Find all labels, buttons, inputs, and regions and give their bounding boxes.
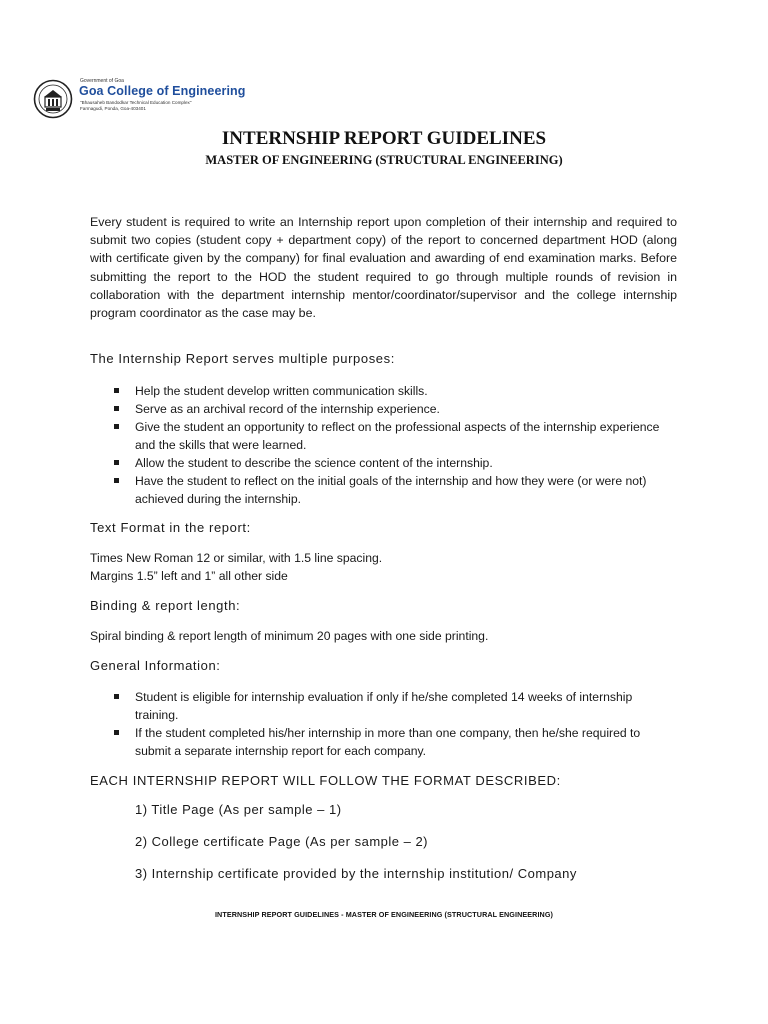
bullet-icon <box>114 388 119 393</box>
list-item: Student is eligible for internship evaluation if only if he/she completed 14 weeks of internship training. <box>0 688 670 724</box>
logo-gov-line: Government of Goa <box>80 78 124 84</box>
bullet-icon <box>114 424 119 429</box>
list-item: Give the student an opportunity to reflect on the professional aspects of the internship experience and the skills that were learned. <box>0 418 670 454</box>
format-heading: EACH INTERNSHIP REPORT WILL FOLLOW THE FORMAT DESCRIBED: <box>90 773 561 788</box>
list-item: Help the student develop written communication skills. <box>0 382 670 400</box>
format-item-2: 2) College certificate Page (As per sample – 2) <box>135 834 429 849</box>
binding-text: Spiral binding & report length of minimum 20 pages with one side printing. <box>90 629 489 643</box>
text-format-heading: Text Format in the report: <box>90 520 251 535</box>
document-title: INTERNSHIP REPORT GUIDELINES <box>221 128 547 149</box>
list-item: Serve as an archival record of the internship experience. <box>0 400 670 418</box>
purposes-list <box>0 382 670 508</box>
bullet-icon <box>114 694 119 699</box>
general-list <box>0 688 670 760</box>
page-footer: INTERNSHIP REPORT GUIDELINES - MASTER OF ENGINEERING (STRUCTURAL ENGINEERING) <box>214 910 554 919</box>
list-item: Have the student to reflect on the initial goals of the internship and how they were (or were not) achieved during the internship. <box>0 472 670 508</box>
list-item: If the student completed his/her internship in more than one company, then he/she required to submit a separate internship report for each company. <box>0 724 670 760</box>
text-format-line-2: Margins 1.5” left and 1” all other side <box>90 569 288 583</box>
bullet-icon <box>114 730 119 735</box>
text-format-line-1: Times New Roman 12 or similar, with 1.5 line spacing. <box>90 551 383 565</box>
logo-motto: "Bhausaheb Bandodkar Technical Education Complex" <box>80 100 192 105</box>
format-item-1: 1) Title Page (As per sample – 1) <box>135 802 342 817</box>
logo-address: Farmagudi, Ponda, Goa-403401 <box>80 106 146 111</box>
general-heading: General Information: <box>90 658 221 673</box>
list-item: Allow the student to describe the science content of the internship. <box>0 454 670 472</box>
intro-paragraph: Every student is required to write an Internship report upon completion of their internship and required to submit two copies (student copy + department copy) of the report to concerned department HOD (along with certificate given by the company) for final evaluation and awarding of end examination marks. Before submitting the report to the HOD the student required to go through multiple rounds of revision in collaboration with the department internship mentor/coordinator/supervisor and the college internship program coordinator as the case may be. <box>90 215 677 321</box>
bullet-icon <box>114 460 119 465</box>
purposes-heading: The Internship Report serves multiple purposes: <box>90 351 395 366</box>
bullet-icon <box>114 406 119 411</box>
binding-heading: Binding & report length: <box>90 598 241 613</box>
format-item-3: 3) Internship certificate provided by the internship institution/ Company <box>135 866 577 881</box>
bullet-icon <box>114 478 119 483</box>
college-emblem-icon <box>33 79 73 119</box>
document-subtitle: MASTER OF ENGINEERING (STRUCTURAL ENGINEERING) <box>205 153 563 167</box>
college-name: Goa College of Engineering <box>79 84 246 98</box>
